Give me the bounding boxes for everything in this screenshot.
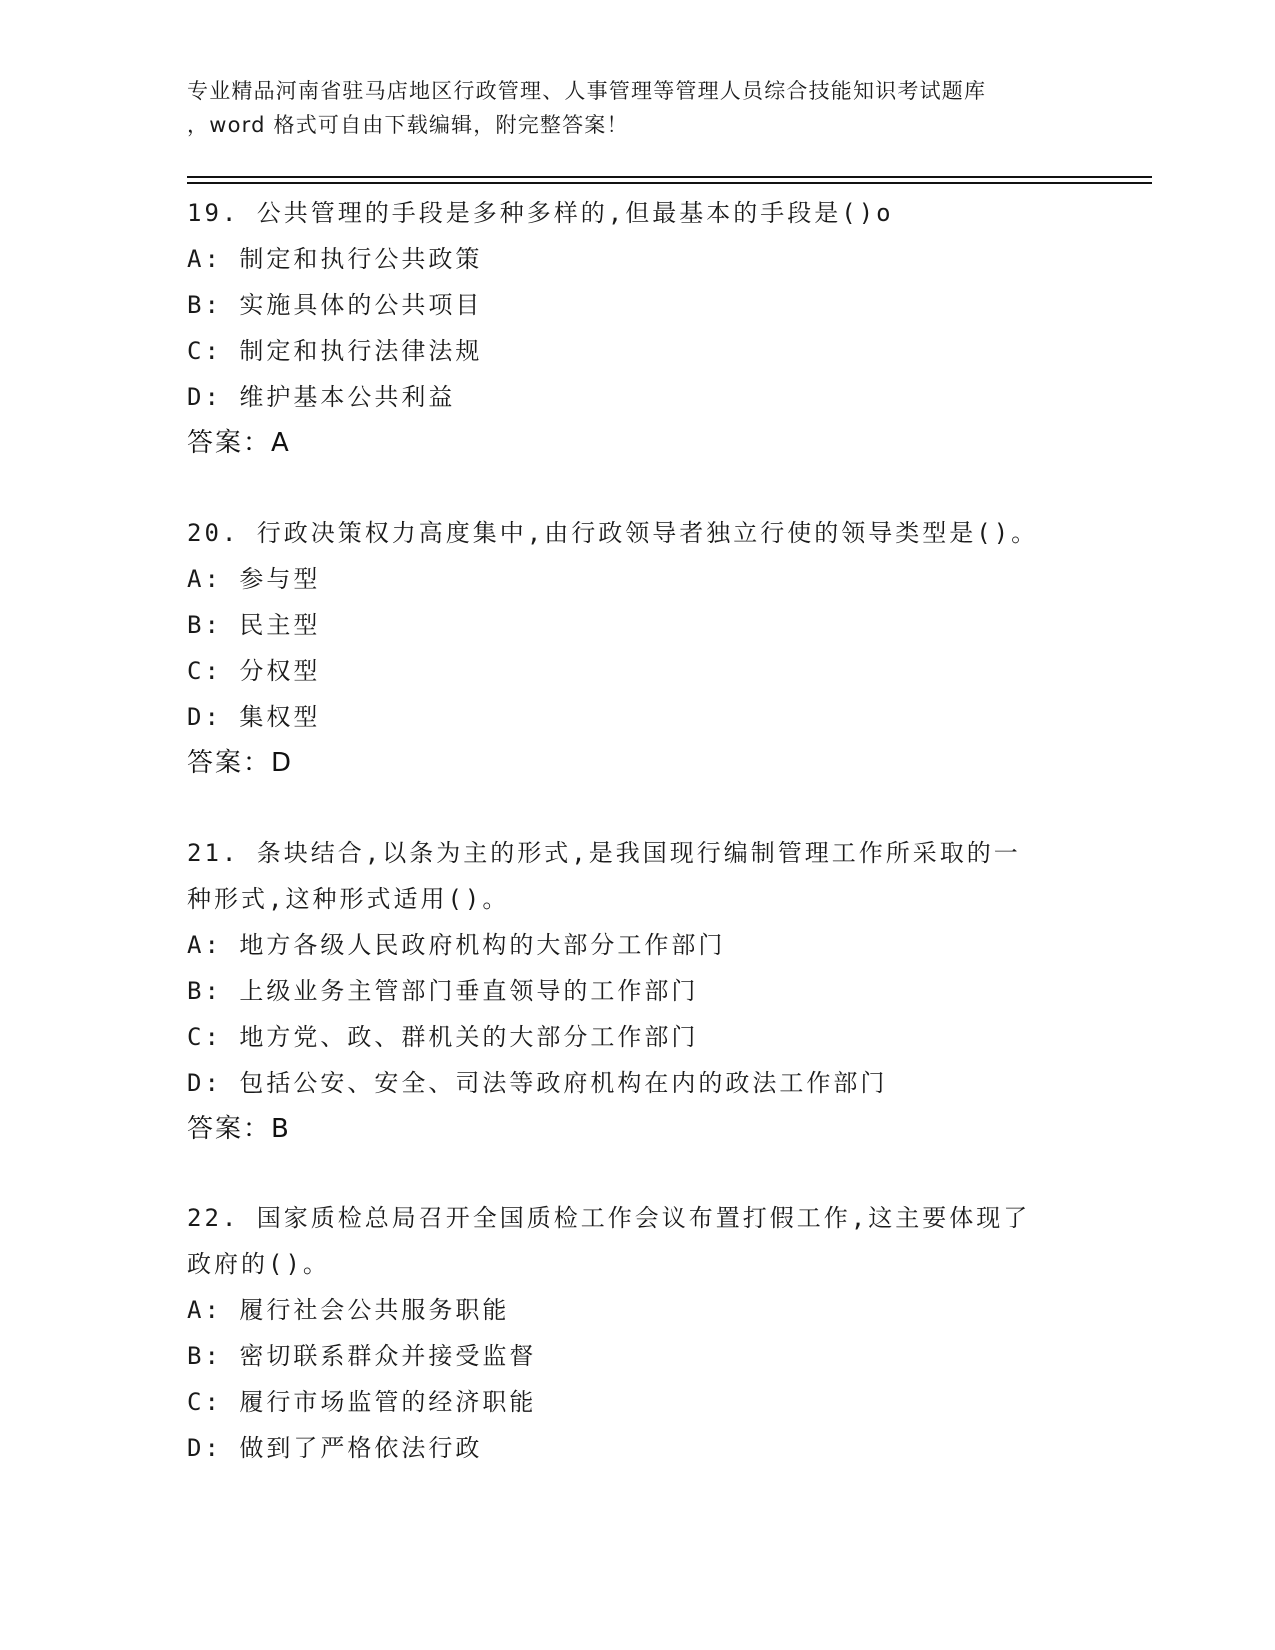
question-text-line-1: 21. 条块结合,以条为主的形式,是我国现行编制管理工作所采取的一 [187, 839, 1021, 867]
question-21 [187, 830, 1127, 1152]
question-20 [187, 510, 1127, 786]
answer-label: 答案：B [187, 1114, 291, 1144]
header-line-2: ，word 格式可自由下载编辑，附完整答案！ [187, 113, 629, 137]
header-divider-bottom [187, 182, 1152, 184]
header-line-1: 专业精品河南省驻马店地区行政管理、人事管理等管理人员综合技能知识考试题库 [187, 79, 987, 103]
answer-label: 答案：A [187, 428, 291, 458]
option-c: C: 地方党、政、群机关的大部分工作部门 [187, 1023, 699, 1051]
answer-label: 答案：D [187, 748, 294, 778]
document-header [187, 74, 1087, 142]
question-text-line-1: 22. 国家质检总局召开全国质检工作会议布置打假工作,这主要体现了 [187, 1204, 1031, 1232]
question-19 [187, 190, 1127, 466]
option-d: D: 包括公安、安全、司法等政府机构在内的政法工作部门 [187, 1069, 888, 1097]
question-22 [187, 1195, 1127, 1471]
option-d: D: 维护基本公共利益 [187, 383, 456, 411]
option-c: C: 分权型 [187, 657, 321, 685]
option-c: C: 履行市场监管的经济职能 [187, 1388, 537, 1416]
header-divider-top [187, 176, 1152, 178]
option-a: A: 履行社会公共服务职能 [187, 1296, 510, 1324]
question-text: 19. 公共管理的手段是多种多样的,但最基本的手段是()o [187, 199, 894, 227]
option-d: D: 集权型 [187, 703, 321, 731]
option-a: A: 制定和执行公共政策 [187, 245, 483, 273]
option-b: B: 密切联系群众并接受监督 [187, 1342, 537, 1370]
option-a: A: 参与型 [187, 565, 321, 593]
option-a: A: 地方各级人民政府机构的大部分工作部门 [187, 931, 726, 959]
option-b: B: 上级业务主管部门垂直领导的工作部门 [187, 977, 699, 1005]
option-d: D: 做到了严格依法行政 [187, 1434, 483, 1462]
question-text: 20. 行政决策权力高度集中,由行政领导者独立行使的领导类型是()。 [187, 519, 1039, 547]
question-text-line-2: 政府的()。 [187, 1250, 330, 1278]
option-c: C: 制定和执行法律法规 [187, 337, 483, 365]
question-text-line-2: 种形式,这种形式适用()。 [187, 885, 510, 913]
option-b: B: 民主型 [187, 611, 321, 639]
option-b: B: 实施具体的公共项目 [187, 291, 483, 319]
